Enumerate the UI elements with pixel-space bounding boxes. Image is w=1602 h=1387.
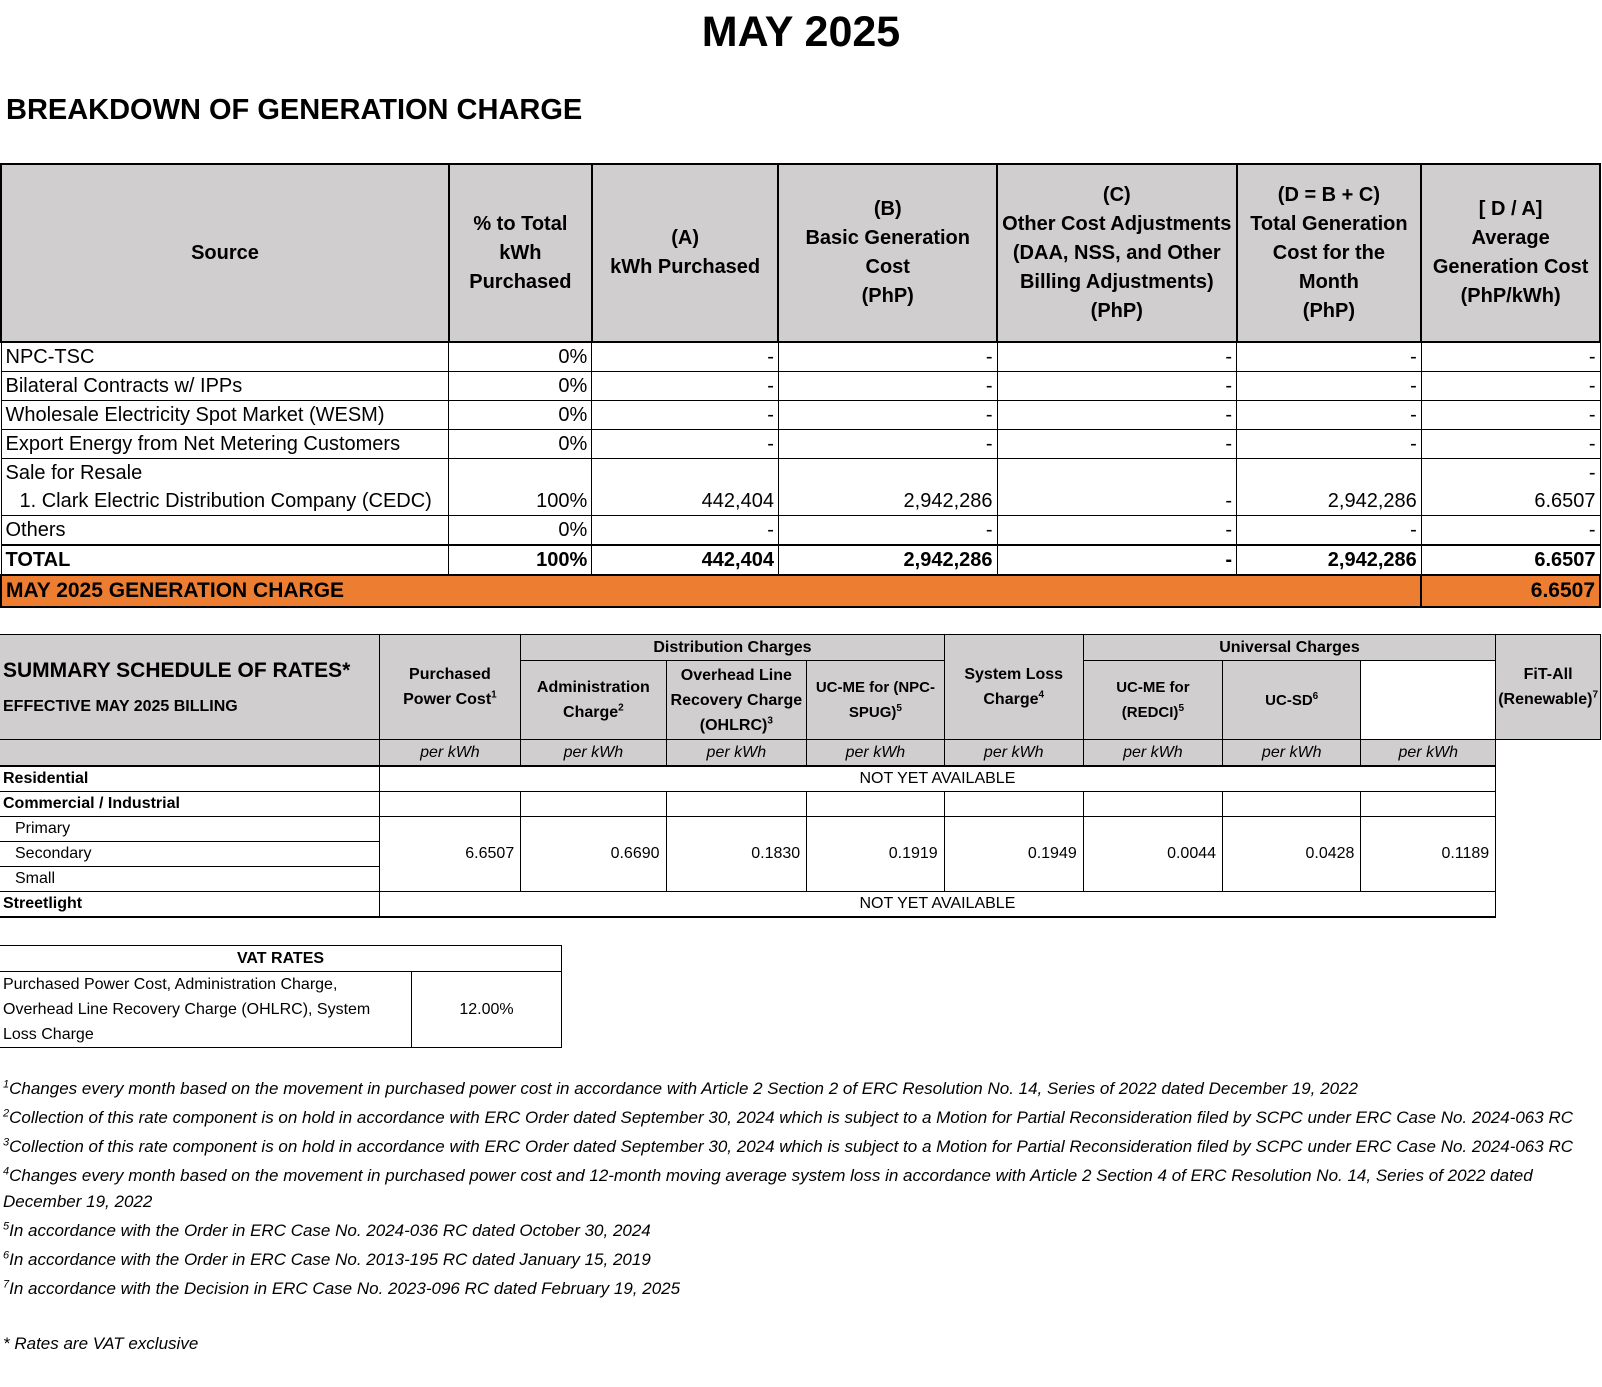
class-primary: Primary <box>0 817 379 842</box>
col-line <box>809 700 942 725</box>
total-cost-cell: - <box>1237 516 1422 546</box>
col-line <box>382 687 519 712</box>
col-line: UC-ME for (NPC- <box>815 679 935 696</box>
note-item <box>3 1105 1601 1131</box>
avg-cost-cell: - <box>1421 372 1600 401</box>
note-text: Changes every month based on the movement in purchased power cost in accordance with Article 2 Section 2 of ERC Resolution No. 14, Series of 2022 dated December 19, 2022 <box>9 1079 1358 1098</box>
footnote-ref: 4 <box>1038 689 1045 701</box>
empty-cell <box>1361 792 1496 817</box>
col-administration-charge <box>521 661 666 740</box>
header-other-line: Billing Adjustments) <box>1019 270 1214 293</box>
col-line: UC-ME for <box>1116 679 1190 696</box>
header-average-line: Generation Cost <box>1432 256 1589 278</box>
table-row <box>0 792 1601 817</box>
pct-cell: 0% <box>449 342 592 372</box>
group-distribution-charges: Distribution Charges <box>521 635 944 661</box>
class-streetlight: Streetlight <box>0 892 379 918</box>
header-total-line: Total Generation <box>1250 212 1408 235</box>
header-total-line: Cost for the Month <box>1272 241 1386 293</box>
note-item <box>3 1076 1601 1102</box>
summary-header-row <box>0 635 1601 661</box>
col-line <box>669 713 805 738</box>
other-adj-cell <box>997 459 1237 488</box>
other-adj-cell: - <box>997 401 1237 430</box>
unit-blank <box>0 740 379 767</box>
footnote-ref: 6 <box>1312 690 1319 702</box>
empty-cell <box>666 792 807 817</box>
header-average-line: Average <box>1471 227 1550 249</box>
avg-cost-cell: - <box>1421 401 1600 430</box>
source-cell: Others <box>1 516 449 546</box>
avg-cost-cell: - <box>1421 430 1600 459</box>
col-line <box>1086 700 1220 725</box>
header-kwh <box>592 164 779 342</box>
basic-cost-cell: - <box>778 516 997 546</box>
generation-charge-table <box>0 163 1601 608</box>
avg-cost-cell: - <box>1421 516 1600 546</box>
kwh-cell <box>592 459 779 488</box>
header-kwh-line: (A) <box>671 227 700 249</box>
basic-cost-cell <box>778 459 997 488</box>
basic-cost-cell: - <box>778 401 997 430</box>
group-universal-charges: Universal Charges <box>1083 635 1495 661</box>
summary-title: SUMMARY SCHEDULE OF RATES* <box>3 659 351 682</box>
col-uc-me-redci <box>1083 661 1222 740</box>
col-line-text: Charge <box>983 691 1039 708</box>
total-basic-cost: 2,942,286 <box>778 545 997 575</box>
vat-rate: 12.00% <box>412 972 562 1048</box>
note-number: 6 <box>3 1249 10 1262</box>
rate-ohlrc: 0.1830 <box>666 817 807 892</box>
empty-cell <box>807 792 945 817</box>
header-average-line: (PhP/kWh) <box>1460 285 1561 307</box>
footnote-ref: 1 <box>491 689 497 701</box>
source-cell: 1. Clark Electric Distribution Company (CEDC) <box>1 487 449 516</box>
col-line-text: UC-SD <box>1265 691 1313 709</box>
total-label: TOTAL <box>1 545 449 575</box>
kwh-cell: - <box>592 372 779 401</box>
note-text: In accordance with the Order in ERC Case No. 2024-036 RC dated October 30, 2024 <box>9 1221 651 1240</box>
basic-cost-cell: - <box>778 430 997 459</box>
table-row <box>1 430 1600 459</box>
col-line-text: Power Cost <box>403 691 492 708</box>
other-adj-cell: - <box>997 487 1237 516</box>
vat-footnote: * Rates are VAT exclusive <box>3 1334 199 1353</box>
total-cost-cell: - <box>1237 372 1422 401</box>
header-average-line: [ D / A] <box>1478 198 1543 220</box>
other-adj-cell: - <box>997 372 1237 401</box>
rate-purchased-power-cost: 6.6507 <box>379 817 521 892</box>
vat-header-row <box>0 946 562 972</box>
source-cell: NPC-TSC <box>1 342 449 372</box>
total-pct: 100% <box>449 545 592 575</box>
empty-cell <box>944 792 1083 817</box>
total-cost-cell: 2,942,286 <box>1237 487 1422 516</box>
table-row <box>0 817 1601 842</box>
rate-uc-me-redci: 0.0044 <box>1083 817 1222 892</box>
note-text: Changes every month based on the movement in purchased power cost and 12-month moving average system loss in accordance with Article 2 Section 4 of ERC Resolution No. 14, Series of 2022 dated December 19, 2022 <box>3 1166 1533 1211</box>
note-number: 1 <box>3 1078 10 1091</box>
col-line: Purchased <box>409 666 491 683</box>
unit-cell: per kWh <box>666 740 807 767</box>
avg-cost-cell: - <box>1421 342 1600 372</box>
total-avg-cost: 6.6507 <box>1421 545 1600 575</box>
empty-cell <box>1223 792 1361 817</box>
rate-system-loss-charge: 0.1919 <box>807 817 945 892</box>
rate-uc-me-npc-spug: 0.1949 <box>944 817 1083 892</box>
class-secondary: Secondary <box>0 842 379 867</box>
header-other-line: (C) <box>1102 183 1131 206</box>
note-text: In accordance with the Order in ERC Case No. 2013-195 RC dated January 15, 2019 <box>9 1250 651 1269</box>
footnote-ref: 3 <box>767 715 773 727</box>
col-system-loss-charge <box>944 635 1083 740</box>
table-row <box>1 401 1600 430</box>
header-pct <box>449 164 592 342</box>
table-row <box>1 342 1600 372</box>
vat-rates-table <box>0 945 562 1048</box>
header-other-line: (PhP) <box>1090 299 1143 322</box>
unit-cell: per kWh <box>807 740 945 767</box>
generation-charge-row <box>1 575 1600 607</box>
notes-section <box>3 1076 1601 1305</box>
unit-row <box>0 740 1601 767</box>
page-title: MAY 2025 <box>701 8 901 56</box>
footnote-ref: 5 <box>1178 703 1184 714</box>
class-small: Small <box>0 867 379 892</box>
header-pct-line: % to Total <box>473 212 568 235</box>
kwh-cell: 442,404 <box>592 487 779 516</box>
other-adj-cell: - <box>997 516 1237 546</box>
rate-uc-sd: 0.0428 <box>1223 817 1361 892</box>
total-cost-cell: - <box>1237 342 1422 372</box>
note-number: 2 <box>3 1107 10 1120</box>
rate-administration-charge: 0.6690 <box>521 817 666 892</box>
unit-cell: per kWh <box>1361 740 1496 767</box>
note-text: Collection of this rate component is on hold in accordance with ERC Order dated September 30, 2024 which is subject to a Motion for Partial Reconsideration filed by SCPC under ERC Case No. 2024-063 RC <box>9 1137 1573 1156</box>
note-item <box>3 1247 1601 1273</box>
total-total-cost: 2,942,286 <box>1237 545 1422 575</box>
summary-rates-table <box>0 634 1601 918</box>
summary-title-cell <box>0 635 379 740</box>
col-line-text: (REDCI) <box>1121 704 1179 721</box>
vat-description: Purchased Power Cost, Administration Charge, Overhead Line Recovery Charge (OHLRC), System Loss Charge <box>0 972 412 1048</box>
note-item <box>3 1218 1601 1244</box>
col-fit-all <box>1496 635 1601 740</box>
header-other-adjustments <box>997 164 1237 342</box>
total-cost-cell <box>1237 459 1422 488</box>
col-line: Overhead Line <box>680 666 792 684</box>
generation-charge-label: MAY 2025 GENERATION CHARGE <box>1 575 1421 607</box>
footnote-ref: 5 <box>896 703 902 714</box>
class-commercial-industrial: Commercial / Industrial <box>0 792 379 817</box>
header-basic-cost <box>778 164 997 342</box>
header-total-line: (D = B + C) <box>1277 183 1381 206</box>
col-ohlrc <box>666 661 807 740</box>
col-uc-me-npc-spug <box>807 661 945 740</box>
unit-cell: per kWh <box>379 740 521 767</box>
table-row <box>0 766 1601 792</box>
source-cell: Bilateral Contracts w/ IPPs <box>1 372 449 401</box>
pct-cell: 0% <box>449 372 592 401</box>
generation-header-row <box>1 164 1600 342</box>
empty-cell <box>521 792 666 817</box>
header-average-cost <box>1421 164 1600 342</box>
empty-cell <box>1083 792 1222 817</box>
table-row <box>0 972 562 1048</box>
col-line: FiT-All <box>1523 666 1573 683</box>
rate-fit-all: 0.1189 <box>1361 817 1496 892</box>
table-row <box>0 892 1601 918</box>
total-cost-cell: - <box>1237 401 1422 430</box>
col-line: Recovery Charge <box>670 691 803 709</box>
col-line: System Loss <box>964 666 1064 683</box>
header-total-line: (PhP) <box>1302 299 1356 322</box>
header-kwh-line: kWh Purchased <box>610 256 761 278</box>
other-adj-cell: - <box>997 430 1237 459</box>
col-line-text: (OHLRC) <box>699 716 768 734</box>
col-line <box>523 700 663 725</box>
col-line <box>1498 687 1598 712</box>
pct-cell: 0% <box>449 401 592 430</box>
generation-charge-value: 6.6507 <box>1421 575 1600 607</box>
kwh-cell: - <box>592 516 779 546</box>
header-total-cost <box>1237 164 1422 342</box>
header-basic-line: Basic Generation Cost <box>805 227 970 278</box>
avg-cost-cell: 6.6507 <box>1421 487 1600 516</box>
source-cell: Export Energy from Net Metering Customers <box>1 430 449 459</box>
note-text: Collection of this rate component is on hold in accordance with ERC Order dated September 30, 2024 which is subject to a Motion for Partial Reconsideration filed by SCPC under ERC Case No. 2024-063 RC <box>9 1108 1573 1127</box>
class-residential: Residential <box>0 766 379 792</box>
note-number: 3 <box>3 1136 10 1149</box>
col-line-text: Charge <box>563 704 619 721</box>
unit-cell: per kWh <box>521 740 666 767</box>
note-item <box>3 1163 1601 1215</box>
note-text: In accordance with the Decision in ERC Case No. 2023-096 RC dated February 19, 2025 <box>9 1279 681 1298</box>
total-other-adj: - <box>997 545 1237 575</box>
not-available-cell: NOT YET AVAILABLE <box>379 892 1496 918</box>
empty-cell <box>379 792 521 817</box>
pct-cell: 100% <box>449 487 592 516</box>
summary-subtitle: EFFECTIVE MAY 2025 BILLING <box>3 698 238 715</box>
source-cell: Sale for Resale <box>1 459 449 488</box>
pct-cell: 0% <box>449 430 592 459</box>
table-row <box>1 372 1600 401</box>
vat-header: VAT RATES <box>0 946 562 972</box>
basic-cost-cell: - <box>778 372 997 401</box>
unit-cell: per kWh <box>1223 740 1361 767</box>
header-other-line: Other Cost Adjustments <box>1002 212 1232 235</box>
note-item <box>3 1134 1601 1160</box>
avg-cost-cell: - <box>1421 459 1600 488</box>
total-row <box>1 545 1600 575</box>
header-pct-line: kWh <box>499 241 542 264</box>
note-item <box>3 1276 1601 1302</box>
unit-cell: per kWh <box>1083 740 1222 767</box>
not-available-cell: NOT YET AVAILABLE <box>379 766 1496 792</box>
pct-cell <box>449 459 592 488</box>
pct-cell: 0% <box>449 516 592 546</box>
header-basic-line: (PhP) <box>861 285 914 307</box>
header-basic-line: (B) <box>873 198 902 220</box>
kwh-cell: - <box>592 342 779 372</box>
source-cell: Wholesale Electricity Spot Market (WESM) <box>1 401 449 430</box>
col-line: Administration <box>536 679 650 696</box>
table-row <box>1 516 1600 546</box>
total-cost-cell: - <box>1237 430 1422 459</box>
note-number: 5 <box>3 1220 10 1233</box>
other-adj-cell: - <box>997 342 1237 372</box>
footnote-ref: 2 <box>618 702 624 714</box>
col-line-text: SPUG) <box>848 704 897 721</box>
col-purchased-power-cost <box>379 635 521 740</box>
basic-cost-cell: - <box>778 342 997 372</box>
col-line <box>947 687 1081 712</box>
col-line-text: (Renewable) <box>1498 691 1593 708</box>
basic-cost-cell: 2,942,286 <box>778 487 997 516</box>
total-kwh: 442,404 <box>592 545 779 575</box>
header-pct-line: Purchased <box>469 270 572 293</box>
footnote-ref: 7 <box>1592 689 1598 701</box>
table-row <box>1 487 1600 516</box>
header-other-line: (DAA, NSS, and Other <box>1012 241 1221 264</box>
kwh-cell: - <box>592 430 779 459</box>
header-source: Source <box>1 164 449 342</box>
note-number: 4 <box>3 1165 10 1178</box>
unit-cell: per kWh <box>944 740 1083 767</box>
kwh-cell: - <box>592 401 779 430</box>
table-row <box>1 459 1600 488</box>
col-uc-sd <box>1223 661 1361 740</box>
section-title: BREAKDOWN OF GENERATION CHARGE <box>6 94 583 126</box>
note-number: 7 <box>3 1278 10 1291</box>
